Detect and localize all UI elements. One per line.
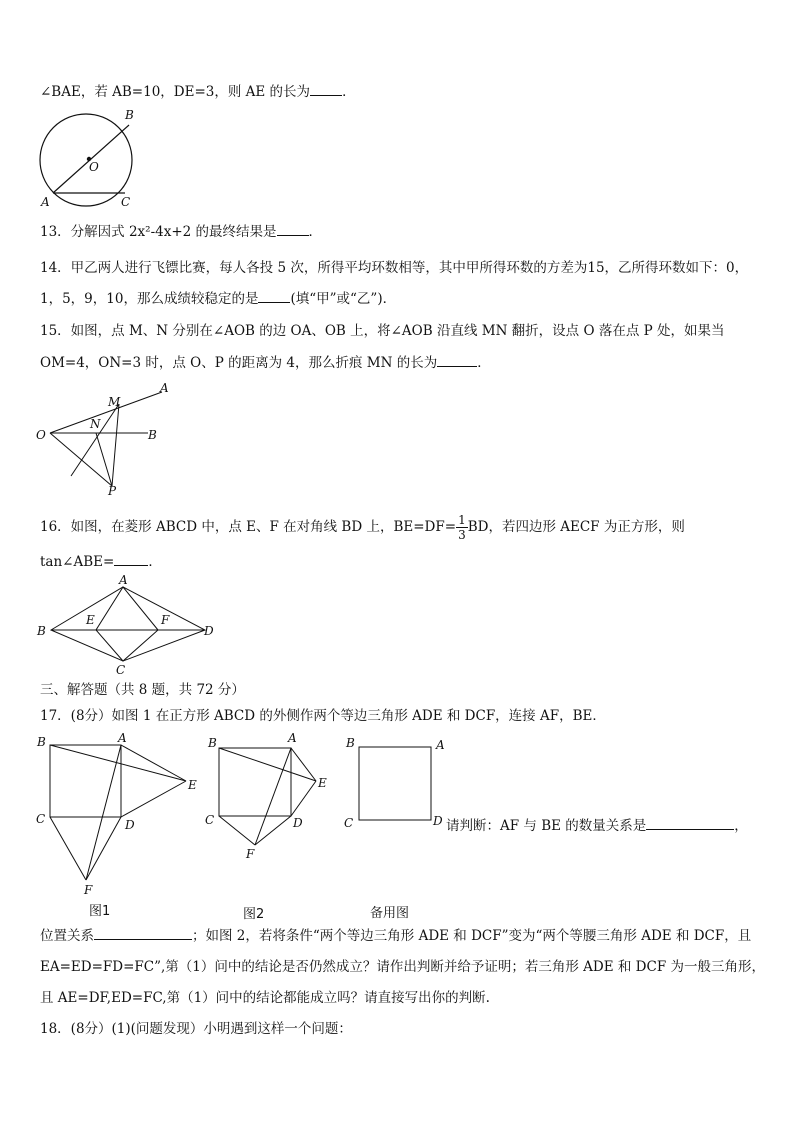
figure-1-caption: 图1 bbox=[89, 904, 111, 919]
svg-text:D: D bbox=[433, 814, 443, 828]
q15-line2: OM=4，ON=3 时，点 O、P 的距离为 4，那么折痕 MN 的长为 ． bbox=[40, 355, 491, 371]
svg-text:D: D bbox=[293, 816, 303, 830]
fold-angle-figure bbox=[34, 378, 174, 502]
svg-text:A: A bbox=[118, 731, 127, 745]
svg-text:A: A bbox=[288, 731, 297, 745]
q13-text: 13．分解因式 2x²-4x+2 的最终结果是 ． bbox=[40, 224, 323, 240]
q16-line2: tan∠ABE= ． bbox=[40, 554, 162, 570]
svg-text:F: F bbox=[84, 883, 93, 897]
svg-text:P: P bbox=[108, 484, 117, 498]
figure-1 bbox=[34, 730, 204, 900]
svg-text:B: B bbox=[37, 735, 46, 749]
svg-text:B: B bbox=[125, 108, 134, 122]
q17-line1: 17．(8分）如图 1 在正方形 ABCD 的外侧作两个等边三角形 ADE 和 DCF，连接 AF，BE． bbox=[40, 708, 606, 724]
svg-text:B: B bbox=[208, 736, 217, 750]
svg-text:B: B bbox=[148, 428, 157, 442]
q15-line1: 15．如图，点 M、N 分别在∠AOB 的边 OA、OB 上，将∠AOB 沿直线 MN 翻折，设点 O 落在点 P 处，如果当 bbox=[40, 323, 725, 339]
q17-line3: 位置关系 ；如图 2，若将条件“两个等边三角形 ADE 和 DCF”变为“两个等腰三角形 ADE 和 DCF，且 bbox=[40, 928, 752, 944]
svg-text:O: O bbox=[89, 160, 99, 174]
q17-line4: EA=ED=FD=FC”,第（1）问中的结论是否仍然成立？请作出判断并给予证明；若三角形 ADE 和 DCF 为一般三角形， bbox=[40, 959, 765, 975]
svg-text:D: D bbox=[204, 624, 214, 638]
one-third-fraction: $\frac{1}{3}$ bbox=[458, 513, 466, 542]
q18-text: 18．(8分）(1)(问题发现）小明遇到这样一个问题： bbox=[40, 1021, 352, 1037]
svg-text:C: C bbox=[116, 663, 126, 677]
svg-text:F: F bbox=[246, 847, 255, 861]
svg-text:A: A bbox=[41, 195, 50, 209]
svg-text:E: E bbox=[188, 778, 197, 792]
svg-text:B: B bbox=[37, 624, 46, 638]
svg-text:C: C bbox=[344, 816, 354, 830]
q12-text: ∠BAE，若 AB=10，DE=3，则 AE 的长为 ． bbox=[40, 84, 356, 100]
svg-text:C: C bbox=[121, 195, 131, 209]
figure-2 bbox=[200, 730, 340, 900]
q17-judge: 请判断：AF 与 BE 的数量关系是 ， bbox=[446, 818, 748, 834]
svg-text:O: O bbox=[36, 428, 46, 442]
spare-figure bbox=[340, 730, 450, 840]
q14-line2: 1，5，9，10，那么成绩较稳定的是 (填“甲”或“乙”)． bbox=[40, 291, 397, 307]
svg-text:A: A bbox=[436, 738, 445, 752]
svg-text:A: A bbox=[119, 573, 128, 587]
rhombus-figure bbox=[34, 573, 220, 677]
svg-text:M: M bbox=[108, 395, 121, 409]
circle-figure bbox=[33, 105, 143, 211]
section-title: 三、解答题（共 8 题，共 72 分） bbox=[40, 682, 245, 698]
spare-figure-caption: 备用图 bbox=[370, 906, 410, 921]
q16-line1: 16．如图，在菱形 ABCD 中，点 E、F 在对角线 BD 上，BE=DF= $\frac{1}{3}$ BD，若四边形 AECF 为正方形，则 bbox=[40, 513, 685, 542]
svg-text:N: N bbox=[90, 417, 101, 431]
svg-text:C: C bbox=[205, 813, 215, 827]
svg-text:B: B bbox=[346, 736, 355, 750]
svg-text:A: A bbox=[160, 381, 169, 395]
svg-text:C: C bbox=[36, 812, 46, 826]
svg-text:E: E bbox=[86, 613, 95, 627]
q17-line5: 且 AE=DF,ED=FC,第（1）问中的结论都能成立吗？请直接写出你的判断. bbox=[40, 990, 490, 1006]
svg-text:D: D bbox=[125, 818, 135, 832]
q14-line1: 14．甲乙两人进行飞镖比赛，每人各投 5 次，所得平均环数相等，其中甲所得环数的方差为15，乙所得环数如下：0， bbox=[40, 260, 749, 276]
svg-text:E: E bbox=[318, 776, 327, 790]
svg-text:F: F bbox=[161, 613, 170, 627]
figure-2-caption: 图2 bbox=[243, 907, 265, 922]
